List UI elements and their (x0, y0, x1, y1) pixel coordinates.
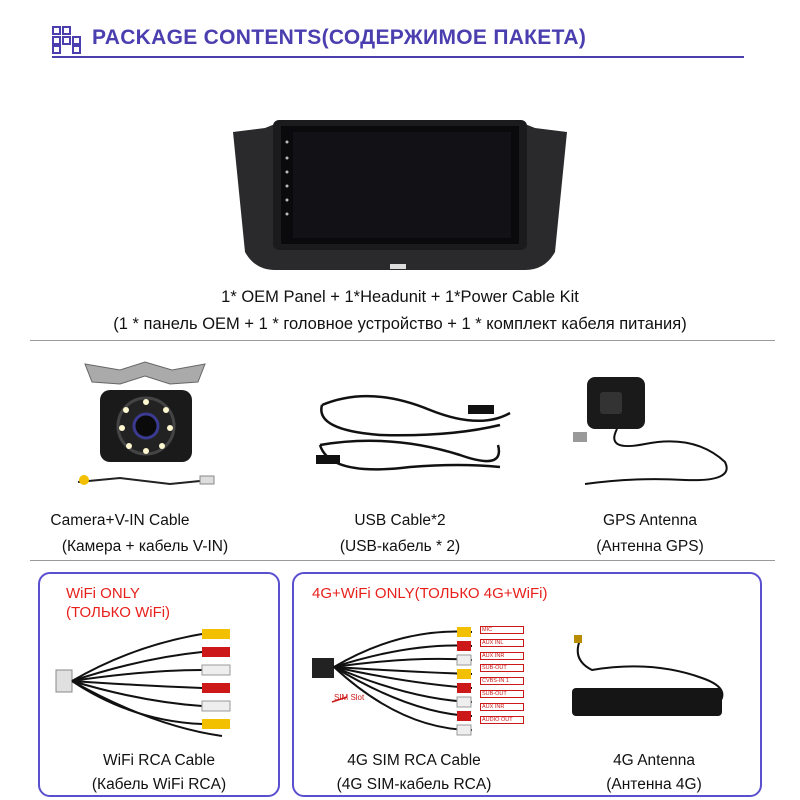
title-underline (52, 56, 744, 58)
gps-caption-en: GPS Antenna (603, 512, 697, 529)
usb-caption-ru: (USB-кабель * 2) (339, 538, 461, 555)
usb-cable-image (310, 385, 515, 480)
4g-antenna-caption-en: 4G Antenna (613, 752, 695, 769)
port-tag: MIC (480, 626, 524, 634)
gps-antenna-image (565, 372, 740, 497)
wifi-rca-caption-ru: (Кабель WiFi RCA) (91, 776, 227, 793)
4g-antenna-caption-ru: (Антенна 4G) (606, 776, 702, 793)
port-tag: AUX INL (480, 639, 524, 647)
port-tag: AUDIO OUT (480, 716, 524, 724)
divider (30, 560, 775, 561)
camera-caption-ru: (Камера + кабель V-IN) (61, 538, 229, 555)
wifi-rca-cable-image (52, 626, 267, 738)
port-tag: AUX INR (480, 652, 524, 660)
wifi-only-label-ru: (ТОЛЬКО WiFi) (66, 604, 171, 621)
port-tag: AUX INR (480, 703, 524, 711)
gps-caption-ru: (Антенна GPS) (596, 538, 704, 555)
main-caption-ru: (1 * панель OEM + 1 * головное устройство + 1 * комплект кабеля питания) (113, 315, 687, 333)
4g-antenna-image (562, 630, 752, 730)
divider (30, 340, 775, 341)
grid-squares-icon (52, 26, 82, 54)
port-tag: SUB-OUT (480, 664, 524, 672)
4g-wifi-only-box (292, 572, 762, 797)
camera-caption-en: Camera+V-IN Cable (50, 512, 190, 529)
wifi-only-box (38, 572, 280, 797)
wifi-only-label: WiFi ONLY (66, 585, 140, 602)
4g-wifi-only-label: 4G+WiFi ONLY(ТОЛЬКО 4G+WiFi) (312, 585, 548, 602)
camera-image (60, 352, 230, 497)
main-caption-en: 1* OEM Panel + 1*Headunit + 1*Power Cable Kit (221, 288, 579, 306)
port-tag: CVBS-IN 1 (480, 677, 524, 685)
4g-rca-caption-ru: (4G SIM-кабель RCA) (336, 776, 492, 793)
wifi-rca-caption-en: WiFi RCA Cable (103, 752, 215, 769)
4g-rca-caption-en: 4G SIM RCA Cable (347, 752, 481, 769)
usb-caption-en: USB Cable*2 (354, 512, 446, 529)
port-tag-list (480, 626, 524, 728)
port-tag: SUB-OUT (480, 690, 524, 698)
sim-slot-label: SIM Slot (334, 693, 365, 702)
page-title: PACKAGE CONTENTS(СОДЕРЖИМОЕ ПАКЕТА) (92, 26, 587, 49)
headunit-image (225, 112, 575, 272)
